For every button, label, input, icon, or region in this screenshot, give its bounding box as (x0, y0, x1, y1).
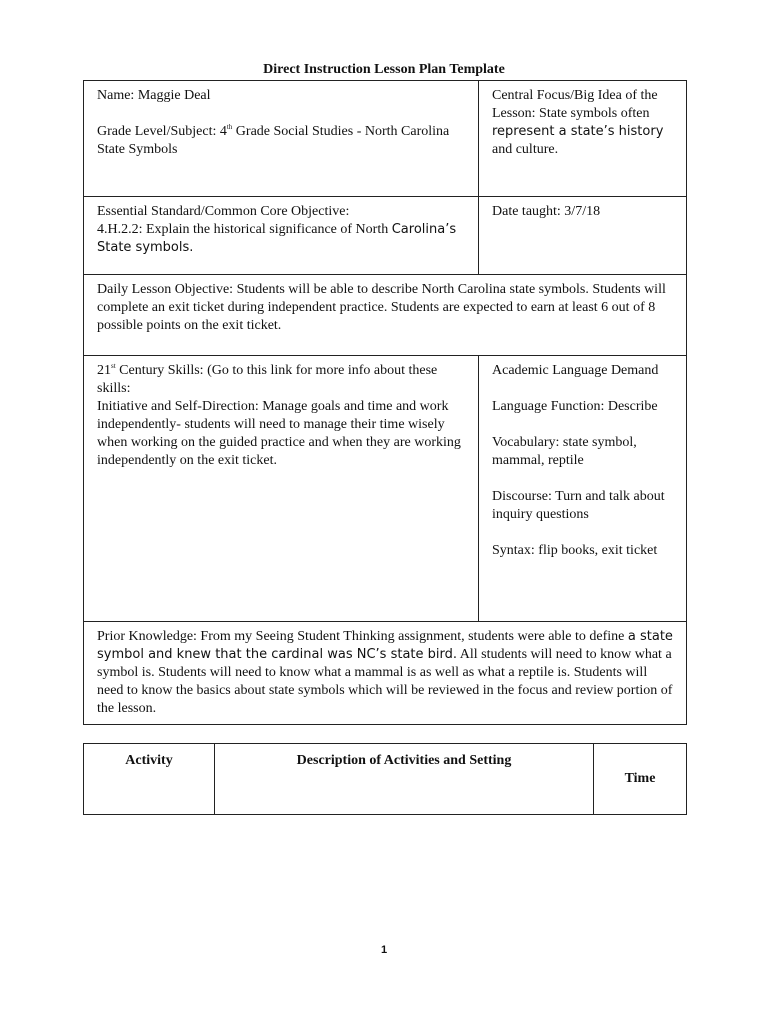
language-function: Language Function: Describe (492, 399, 658, 414)
grade-subject: Grade Level/Subject: 4th Grade Social Studies - North Carolina State Symbols (97, 123, 450, 157)
academic-language-cell (479, 356, 687, 622)
century-skills-cell (84, 356, 479, 622)
century-skills-detail: Initiative and Self-Direction: Manage goals and time and work independently- students will need to manage their time wisely when working on the guided practice and when they are working independently on the exit ticket. (97, 399, 461, 468)
teacher-name: Name: Maggie Deal (97, 88, 211, 103)
teacher-info-cell (84, 81, 479, 197)
prior-knowledge: Prior Knowledge: From my Seeing Student Thinking assignment, students were able to define a state symbol and knew that the cardinal was NC’s state bird. All students will need to know what a symbol is. Students will need to know what a mammal is as well as what a reptile is. Students will need to know the basics about state symbols which will be reviewed in the focus and review portion of the lesson. (97, 629, 673, 716)
daily-objective: Daily Lesson Objective: Students will be able to describe North Carolina state symbols. Students will complete an exit ticket during independent practice. Students are expected to earn at least 6 out of 8 possible points on the exit ticket. (97, 282, 666, 333)
vocabulary: Vocabulary: state symbol, mammal, reptile (492, 435, 637, 468)
century-skills-heading: 21st Century Skills: (Go to this link for more info about these skills: (97, 362, 438, 396)
daily-objective-cell (84, 275, 687, 356)
central-focus-cell (479, 81, 687, 197)
prior-knowledge-cell (84, 622, 687, 725)
lesson-plan-table (83, 80, 687, 725)
standard-text: 4.H.2.2: Explain the historical significance of North Carolina’s State symbols. (97, 222, 457, 255)
time-header: Time (594, 744, 687, 815)
date-taught: Date taught: 3/7/18 (492, 204, 601, 219)
document-title: Direct Instruction Lesson Plan Template (263, 62, 505, 77)
standard-heading: Essential Standard/Common Core Objective: (97, 204, 350, 219)
description-header: Description of Activities and Setting (215, 744, 594, 815)
syntax: Syntax: flip books, exit ticket (492, 543, 658, 558)
date-taught-cell (479, 197, 687, 275)
activity-table (83, 743, 687, 815)
central-focus: Central Focus/Big Idea of the Lesson: State symbols often represent a state’s history and culture. (492, 88, 664, 157)
discourse: Discourse: Turn and talk about inquiry questions (492, 489, 665, 522)
page-number: 1 (380, 944, 388, 956)
academic-language-heading: Academic Language Demand (492, 363, 659, 378)
standard-cell (84, 197, 479, 275)
activity-header: Activity (84, 744, 215, 815)
